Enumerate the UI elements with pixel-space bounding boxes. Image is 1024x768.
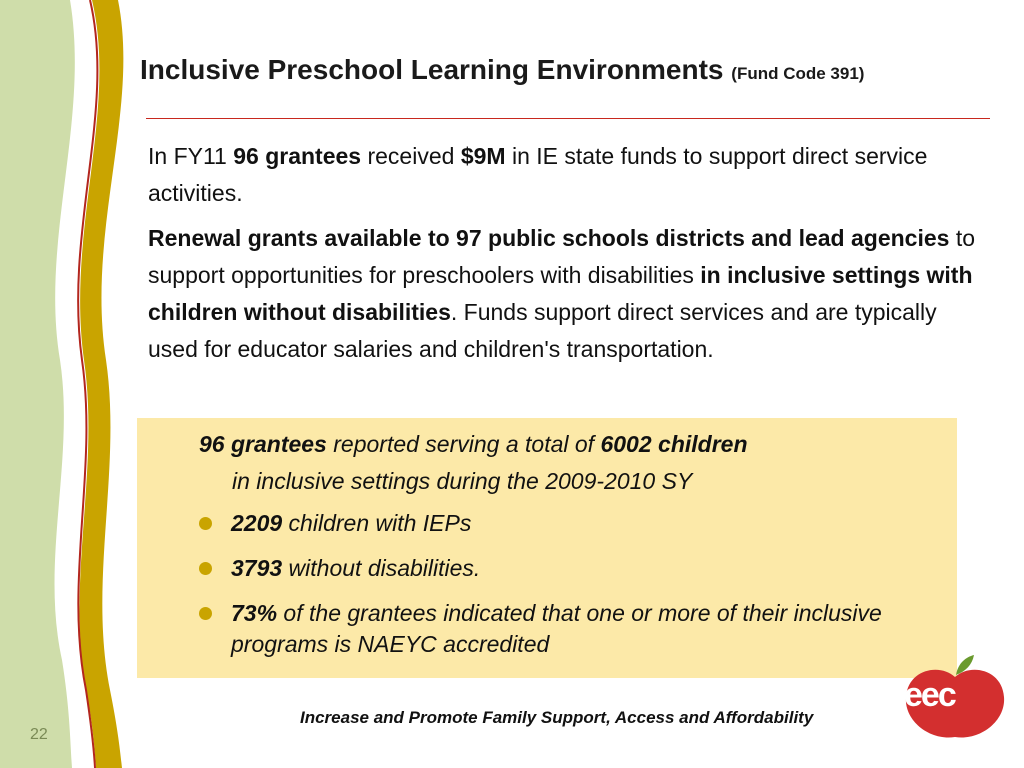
title-fund-code: (Fund Code 391) xyxy=(731,64,865,83)
slide-title xyxy=(140,54,1020,86)
text-span: children with IEPs xyxy=(282,510,472,536)
box-lead xyxy=(199,426,939,500)
paragraph-renewal-grants xyxy=(148,220,978,368)
highlight-box xyxy=(137,418,957,678)
text-span: reported serving a total of xyxy=(326,431,601,457)
logo-text: eec xyxy=(904,676,955,714)
text-span: in IE state funds to support direct service activities. xyxy=(148,143,928,206)
text-span: received xyxy=(361,143,461,169)
text-span: to support opportunities for preschoolers with disabilities xyxy=(148,225,976,288)
text-span: of the grantees indicated that one or more of their inclusive programs is NAEYC accredited xyxy=(231,600,882,657)
bullet-dot-icon xyxy=(199,607,212,620)
gold-wave xyxy=(79,0,123,768)
bold-span: $9M xyxy=(460,143,506,169)
text-span: . Funds support direct services and are typically used for educator salaries and children's transportation. xyxy=(148,299,937,362)
body-text xyxy=(148,138,978,376)
bold-span: in inclusive settings with children without disabilities xyxy=(148,262,973,325)
bold-span: 96 grantees xyxy=(199,431,327,457)
green-wave xyxy=(0,0,75,768)
text-span: without disabilities. xyxy=(282,555,481,581)
bold-span: 96 grantees xyxy=(233,143,362,169)
bold-span: 3793 xyxy=(231,555,283,581)
bold-span: Renewal grants available to 97 public schools districts and lead agencies xyxy=(148,225,950,251)
lead-continuation: in inclusive settings during the 2009-2010 SY xyxy=(232,468,693,494)
bold-span: 6002 children xyxy=(600,431,748,457)
list-item xyxy=(199,553,939,584)
paragraph-fy11 xyxy=(148,138,978,212)
bullet-dot-icon xyxy=(199,517,212,530)
title-main: Inclusive Preschool Learning Environments xyxy=(140,54,724,85)
bold-span: 2209 xyxy=(231,510,283,536)
text-span: In FY11 xyxy=(148,143,234,169)
bullet-dot-icon xyxy=(199,562,212,575)
bullet-list xyxy=(199,508,939,674)
footer-tagline: Increase and Promote Family Support, Access and Affordability xyxy=(300,708,814,727)
list-item xyxy=(199,598,939,660)
title-divider xyxy=(146,118,990,119)
page-number: 22 xyxy=(30,726,48,743)
list-item xyxy=(199,508,939,539)
bold-span: 73% xyxy=(231,600,278,626)
